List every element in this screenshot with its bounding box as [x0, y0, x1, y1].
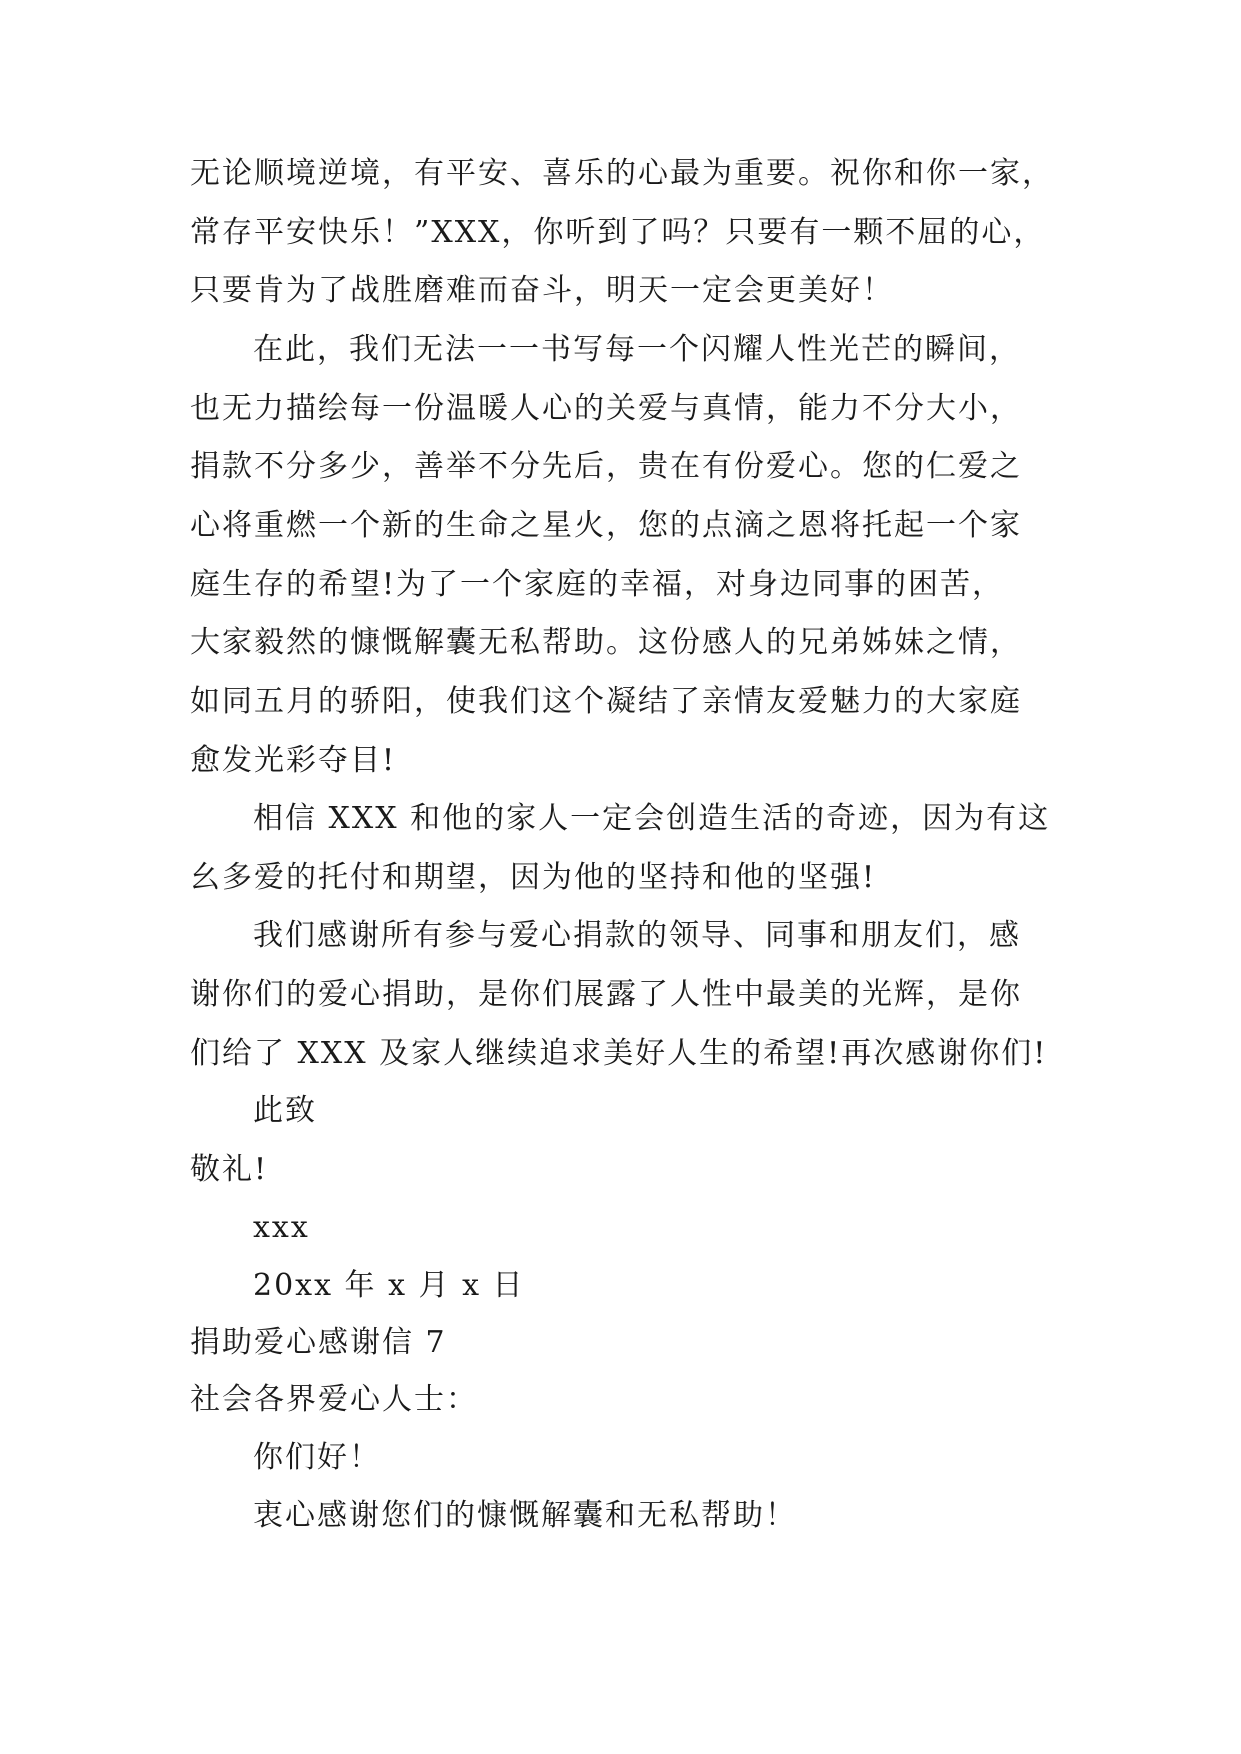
text-line: 捐款不分多少，善举不分先后，贵在有份爱心。您的仁爱之	[190, 449, 1022, 484]
text-line: 相信 XXX 和他的家人一定会创造生活的奇迹，因为有这	[253, 801, 1051, 836]
text-line: 如同五月的骄阳，使我们这个凝结了亲情友爱魅力的大家庭	[190, 684, 1022, 719]
text-line: 捐助爱心感谢信 7	[190, 1325, 447, 1360]
text-line: 我们感谢所有参与爱心捐款的领导、同事和朋友们，感	[253, 918, 1021, 953]
text-line: 大家毅然的慷慨解囊无私帮助。这份感人的兄弟姊妹之情，	[190, 625, 1022, 660]
text-line: 也无力描绘每一份温暖人心的关爱与真情，能力不分大小，	[190, 391, 1022, 426]
text-line: 愈发光彩夺目!	[190, 743, 397, 778]
text-line: 20xx 年 x 月 x 日	[253, 1268, 525, 1303]
text-line: 心将重燃一个新的生命之星火，您的点滴之恩将托起一个家	[190, 508, 1022, 543]
text-line: 无论顺境逆境，有平安、喜乐的心最为重要。祝你和你一家，	[190, 156, 1054, 191]
text-line: 社会各界爱心人士：	[190, 1382, 478, 1417]
text-line: 此致	[253, 1093, 317, 1128]
text-line: 常存平安快乐！”XXX，你听到了吗？只要有一颗不屈的心，	[190, 215, 1046, 250]
text-line: 你们好！	[253, 1440, 381, 1475]
text-line: 庭生存的希望!为了一个家庭的幸福，对身边同事的困苦，	[190, 567, 1005, 602]
text-line: 衷心感谢您们的慷慨解囊和无私帮助！	[253, 1498, 797, 1533]
text-line: 在此，我们无法一一书写每一个闪耀人性光芒的瞬间，	[253, 332, 1021, 367]
text-line: xxx	[253, 1210, 310, 1245]
text-line: 幺多爱的托付和期望，因为他的坚持和他的坚强!	[190, 860, 877, 895]
text-line: 只要肯为了战胜磨难而奋斗，明天一定会更美好！	[190, 273, 894, 308]
text-line: 谢你们的爱心捐助，是你们展露了人性中最美的光辉，是你	[190, 977, 1022, 1012]
text-line: 敬礼!	[190, 1152, 269, 1187]
text-line: 们给了 XXX 及家人继续追求美好人生的希望!再次感谢你们!	[190, 1036, 1048, 1071]
